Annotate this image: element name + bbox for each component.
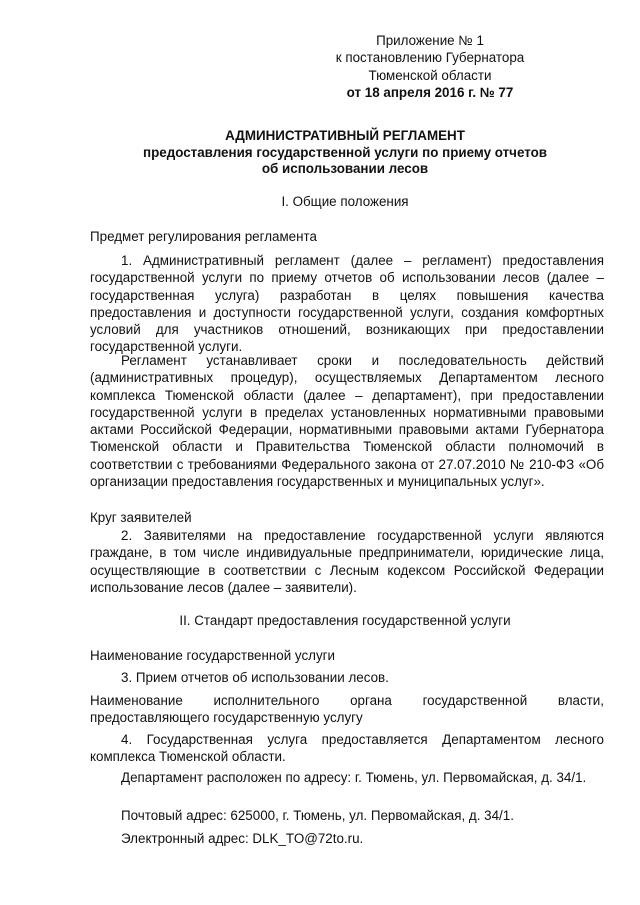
section-heading-standard: II. Стандарт предоставления государственной услуги <box>179 613 511 628</box>
subhead-authority: Наименование исполнительного органа государственной власти, предоставляющего государственную услугу <box>90 693 604 726</box>
paragraph-4: 4. Государственная услуга предоставляется Департаментом лесного комплекса Тюменской области. <box>90 732 604 765</box>
appendix-resolution: к постановлению Губернатора <box>335 50 525 66</box>
title-sub-1: предоставления государственной услуги по приему отчетов <box>142 144 548 160</box>
paragraph-postal-address: Почтовый адрес: 625000, г. Тюмень, ул. Первомайская, д. 34/1. <box>121 808 514 823</box>
appendix-block <box>300 32 560 101</box>
subhead-applicants: Круг заявителей <box>90 510 192 525</box>
appendix-number: Приложение № 1 <box>376 33 484 48</box>
paragraph-service-name: 3. Прием отчетов об использовании лесов. <box>121 670 389 685</box>
paragraph-email-address: Электронный адрес: DLK_TO@72to.ru. <box>121 831 364 846</box>
subhead-service-name: Наименование государственной услуги <box>90 648 336 663</box>
subhead-regulation-subject: Предмет регулирования регламента <box>90 229 317 244</box>
paragraph-address: Департамент расположен по адресу: г. Тюмень, ул. Первомайская, д. 34/1. <box>121 770 587 785</box>
paragraph-1: 1. Административный регламент (далее – регламент) предоставления государственной услуги по приему отчетов об использовании лесов (далее – государственная услуга) разработан в целях повышения качества предоставления и доступности государственной услуги, создания комфортных условий для участников отношений, возникающих при предоставлении государственной услуги. <box>90 253 604 355</box>
title-main: АДМИНИСТРАТИВНЫЙ РЕГЛАМЕНТ <box>225 128 465 143</box>
document-title <box>88 128 602 178</box>
paragraph-2: Регламент устанавливает сроки и последовательность действий (административных процедур), осуществляемых Департаментом лесного комплекса Тюменской области (далее – департамент), при предоставлении государственной услуги в пределах установленных нормативными правовыми актами Российской Федерации, нормативными правовыми актами Губернатора Тюменской области и Правительства Тюменской области полномочий в соответствии с требованиями Федерального закона от 27.07.2010 № 210-ФЗ «Об организации предоставления государственных и муниципальных услуг». <box>90 353 604 490</box>
paragraph-3: 2. Заявителями на предоставление государственной услуги являются граждане, в том числе индивидуальные предприниматели, юридические лица, осуществляющие в соответствии с Лесным кодексом Российской Федерации использование лесов (далее – заявители). <box>90 528 604 595</box>
section-heading-general: I. Общие положения <box>281 194 409 209</box>
appendix-region: Тюменской области <box>368 67 492 83</box>
appendix-date: от 18 апреля 2016 г. № 77 <box>346 84 514 100</box>
title-sub-2: об использовании лесов <box>261 161 429 176</box>
